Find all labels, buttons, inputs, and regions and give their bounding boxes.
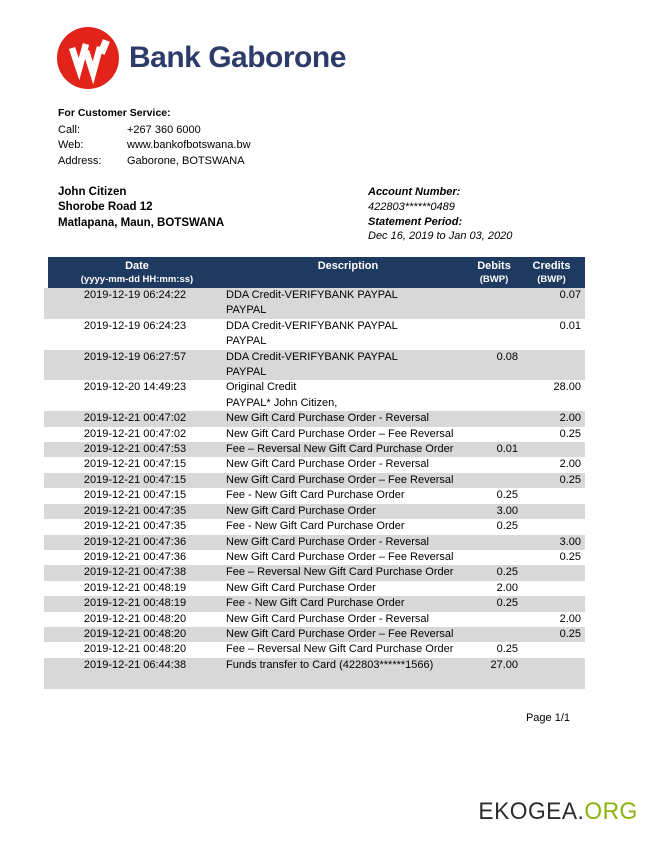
transaction-credit: 0.25 [559, 427, 581, 440]
transaction-credit [518, 581, 585, 596]
transaction-credit [518, 488, 585, 503]
brand-header [57, 27, 346, 89]
transaction-date: 2019-12-21 00:47:02 [83, 427, 187, 440]
address-label: Address: [58, 154, 102, 167]
transaction-date: 2019-12-21 00:47:36 [83, 535, 187, 548]
transaction-date: 2019-12-21 00:48:20 [83, 643, 187, 656]
transaction-debit [470, 380, 518, 411]
transaction-description-line1: Fee – Reversal New Gift Card Purchase Order [226, 566, 454, 579]
transaction-debit [470, 411, 518, 426]
call-value: +267 360 6000 [127, 124, 201, 136]
transaction-date: 2019-12-21 00:48:19 [83, 597, 187, 610]
statement-period-value: Dec 16, 2019 to Jan 03, 2020 [368, 230, 513, 243]
transaction-description [226, 380, 470, 411]
account-info-block [368, 185, 512, 244]
transaction-description-line1: Fee - New Gift Card Purchase Order [226, 520, 405, 533]
customer-service-title: For Customer Service: [58, 107, 171, 119]
transaction-row [44, 612, 585, 627]
transaction-credit: 0.25 [559, 473, 581, 486]
transaction-debit: 2.00 [496, 581, 518, 594]
transaction-description-line1: Funds transfer to Card (422803******1566) [226, 658, 434, 671]
transaction-description-line1: Fee – Reversal New Gift Card Purchase Order [226, 443, 454, 456]
transaction-debit: 0.25 [496, 597, 518, 610]
transaction-debit [470, 612, 518, 627]
customer-service-address-row [58, 154, 251, 169]
transaction-row [44, 504, 585, 519]
transaction-debit [470, 319, 518, 350]
transaction-row [44, 319, 585, 350]
transaction-description [226, 288, 470, 319]
header-credits-column [518, 257, 585, 288]
account-number-label: Account Number: [368, 186, 461, 198]
transaction-debit: 0.25 [496, 489, 518, 502]
transaction-date: 2019-12-21 00:48:20 [83, 627, 187, 640]
transaction-debit [470, 427, 518, 442]
transaction-date: 2019-12-21 00:47:15 [83, 458, 187, 471]
transaction-date: 2019-12-21 00:47:15 [83, 473, 187, 486]
transaction-credit [518, 642, 585, 657]
header-date-label: Date [125, 260, 149, 272]
transaction-date: 2019-12-19 06:24:23 [83, 319, 187, 332]
transaction-description-line1: New Gift Card Purchase Order - Reversal [226, 612, 429, 625]
transaction-date: 2019-12-19 06:24:22 [83, 289, 187, 301]
transaction-description-line2: PAYPAL* John Citizen, [226, 396, 338, 409]
transaction-description [226, 596, 470, 611]
transaction-date: 2019-12-21 00:47:35 [83, 520, 187, 533]
transaction-date: 2019-12-21 00:47:35 [83, 504, 187, 517]
transaction-description [226, 319, 470, 350]
transaction-debit: 0.25 [496, 520, 518, 533]
transaction-date: 2019-12-21 00:47:38 [83, 566, 187, 579]
account-number-value: 422803******0489 [368, 200, 455, 213]
transaction-row [44, 581, 585, 596]
transaction-debit: 0.08 [496, 350, 518, 363]
transaction-description [226, 473, 470, 488]
transaction-row [44, 288, 585, 319]
header-credits-label: Credits [532, 260, 571, 272]
customer-service-call-row [58, 123, 251, 138]
transaction-row [44, 565, 585, 580]
transactions-body [44, 288, 585, 689]
transaction-description-line1: New Gift Card Purchase Order – Fee Reversal [226, 427, 454, 440]
transaction-credit: 2.00 [559, 612, 581, 625]
transaction-description [226, 550, 470, 565]
transaction-debit [470, 288, 518, 319]
transaction-description-line1: New Gift Card Purchase Order - Reversal [226, 412, 429, 425]
transaction-row [44, 550, 585, 565]
transaction-description-line2: PAYPAL [226, 335, 267, 348]
call-label: Call: [58, 124, 81, 136]
header-debits-label: Debits [477, 260, 511, 272]
transactions-table-header [48, 257, 585, 288]
header-date-format: (yyyy-mm-dd HH:mm:ss) [80, 274, 194, 285]
transaction-description [226, 411, 470, 426]
transaction-description [226, 488, 470, 503]
transaction-date: 2019-12-19 06:27:57 [83, 350, 187, 363]
transaction-debit: 0.01 [496, 443, 518, 456]
transaction-description-line1: Fee - New Gift Card Purchase Order [226, 489, 405, 502]
transaction-description-line1: Fee - New Gift Card Purchase Order [226, 597, 405, 610]
transaction-description [226, 457, 470, 472]
transaction-date: 2019-12-21 00:47:15 [83, 489, 187, 502]
transaction-row [44, 380, 585, 411]
transaction-description [226, 535, 470, 550]
transaction-description-line1: New Gift Card Purchase Order - Reversal [226, 458, 429, 471]
transaction-description [226, 442, 470, 457]
transaction-row [44, 427, 585, 442]
page-number: Page 1/1 [525, 712, 570, 724]
transaction-debit [470, 627, 518, 642]
web-label: Web: [58, 139, 84, 152]
transaction-date: 2019-12-20 14:49:23 [83, 381, 187, 394]
header-date-column [48, 257, 226, 288]
transaction-credit [518, 504, 585, 519]
web-value: www.bankofbotswana.bw [127, 139, 251, 152]
transaction-credit: 0.25 [559, 550, 581, 563]
transaction-debit: 0.25 [496, 643, 518, 656]
transaction-description [226, 642, 470, 657]
transaction-description-line1: DDA Credit-VERIFYBANK PAYPAL [226, 319, 398, 332]
transaction-description [226, 519, 470, 534]
transaction-debit [470, 473, 518, 488]
transaction-row [44, 535, 585, 550]
header-description-label: Description [317, 260, 379, 272]
customer-address-line2: Matlapana, Maun, BOTSWANA [58, 216, 225, 229]
watermark-prefix: EKOGEA. [478, 798, 585, 825]
transaction-description [226, 612, 470, 627]
transaction-description [226, 504, 470, 519]
transaction-credit [518, 596, 585, 611]
statement-period-label: Statement Period: [368, 215, 463, 228]
transaction-debit [470, 457, 518, 472]
transaction-date: 2019-12-21 00:47:36 [83, 550, 187, 563]
transaction-description-line1: New Gift Card Purchase Order [226, 504, 376, 517]
transaction-description-line1: New Gift Card Purchase Order - Reversal [226, 535, 429, 548]
transaction-row [44, 457, 585, 472]
transaction-description [226, 581, 470, 596]
transaction-debit [470, 535, 518, 550]
transaction-credit: 2.00 [559, 412, 581, 425]
customer-service-block [58, 107, 251, 169]
transaction-description-line2: PAYPAL [226, 366, 267, 379]
watermark-suffix: ORG [584, 798, 638, 825]
transaction-credit: 3.00 [559, 535, 581, 548]
transaction-description-line1: New Gift Card Purchase Order – Fee Reversal [226, 473, 454, 486]
transaction-row [44, 596, 585, 611]
transaction-credit [518, 350, 585, 381]
transaction-credit [518, 519, 585, 534]
customer-name: John Citizen [58, 186, 127, 198]
ekogea-watermark [479, 798, 638, 826]
transaction-date: 2019-12-21 00:48:20 [83, 612, 187, 625]
transaction-description [226, 350, 470, 381]
transactions-table [44, 257, 585, 689]
transaction-credit [518, 658, 585, 689]
transaction-description-line1: DDA Credit-VERIFYBANK PAYPAL [226, 289, 398, 301]
transaction-description [226, 427, 470, 442]
transaction-description [226, 627, 470, 642]
transaction-description-line2: PAYPAL [226, 304, 267, 317]
transaction-description [226, 565, 470, 580]
transaction-credit: 2.00 [559, 458, 581, 471]
customer-service-web-row [58, 138, 251, 153]
transaction-credit: 0.01 [559, 319, 581, 332]
transaction-description-line1: DDA Credit-VERIFYBANK PAYPAL [226, 350, 398, 363]
transaction-row [44, 627, 585, 642]
transaction-debit: 0.25 [496, 566, 518, 579]
transaction-credit [518, 442, 585, 457]
transaction-description-line1: Fee – Reversal New Gift Card Purchase Order [226, 643, 454, 656]
transaction-description-line1: New Gift Card Purchase Order – Fee Reversal [226, 627, 454, 640]
transaction-credit: 0.07 [559, 289, 581, 301]
transaction-description-line1: New Gift Card Purchase Order [226, 581, 376, 594]
header-debits-unit: (BWP) [479, 274, 509, 285]
transaction-date: 2019-12-21 00:47:02 [83, 412, 187, 425]
transaction-row [44, 442, 585, 457]
transaction-description [226, 658, 470, 689]
transaction-row [44, 519, 585, 534]
transaction-row [44, 488, 585, 503]
transaction-credit: 0.25 [559, 627, 581, 640]
customer-address-line1: Shorobe Road 12 [58, 201, 153, 214]
transaction-date: 2019-12-21 00:47:53 [83, 443, 187, 456]
transaction-row [44, 642, 585, 657]
transaction-date: 2019-12-21 06:44:38 [83, 658, 187, 671]
bank-gaborone-logo-icon [57, 27, 119, 89]
transaction-debit: 3.00 [496, 504, 518, 517]
bank-name: Bank Gaborone [129, 41, 346, 74]
transaction-description-line1: Original Credit [226, 381, 297, 394]
transaction-row [44, 658, 585, 689]
address-value: Gaborone, BOTSWANA [127, 154, 245, 167]
transaction-row [44, 473, 585, 488]
header-credits-unit: (BWP) [537, 274, 566, 285]
transaction-debit [470, 550, 518, 565]
header-description-column [226, 257, 470, 288]
customer-address-block [58, 185, 224, 231]
transaction-credit: 28.00 [553, 381, 581, 394]
transaction-credit [518, 565, 585, 580]
transaction-date: 2019-12-21 00:48:19 [83, 581, 187, 594]
transaction-debit: 27.00 [490, 658, 518, 671]
header-debits-column [470, 257, 518, 288]
transaction-description-line1: New Gift Card Purchase Order – Fee Reversal [226, 550, 454, 563]
transaction-row [44, 411, 585, 426]
transaction-row [44, 350, 585, 381]
